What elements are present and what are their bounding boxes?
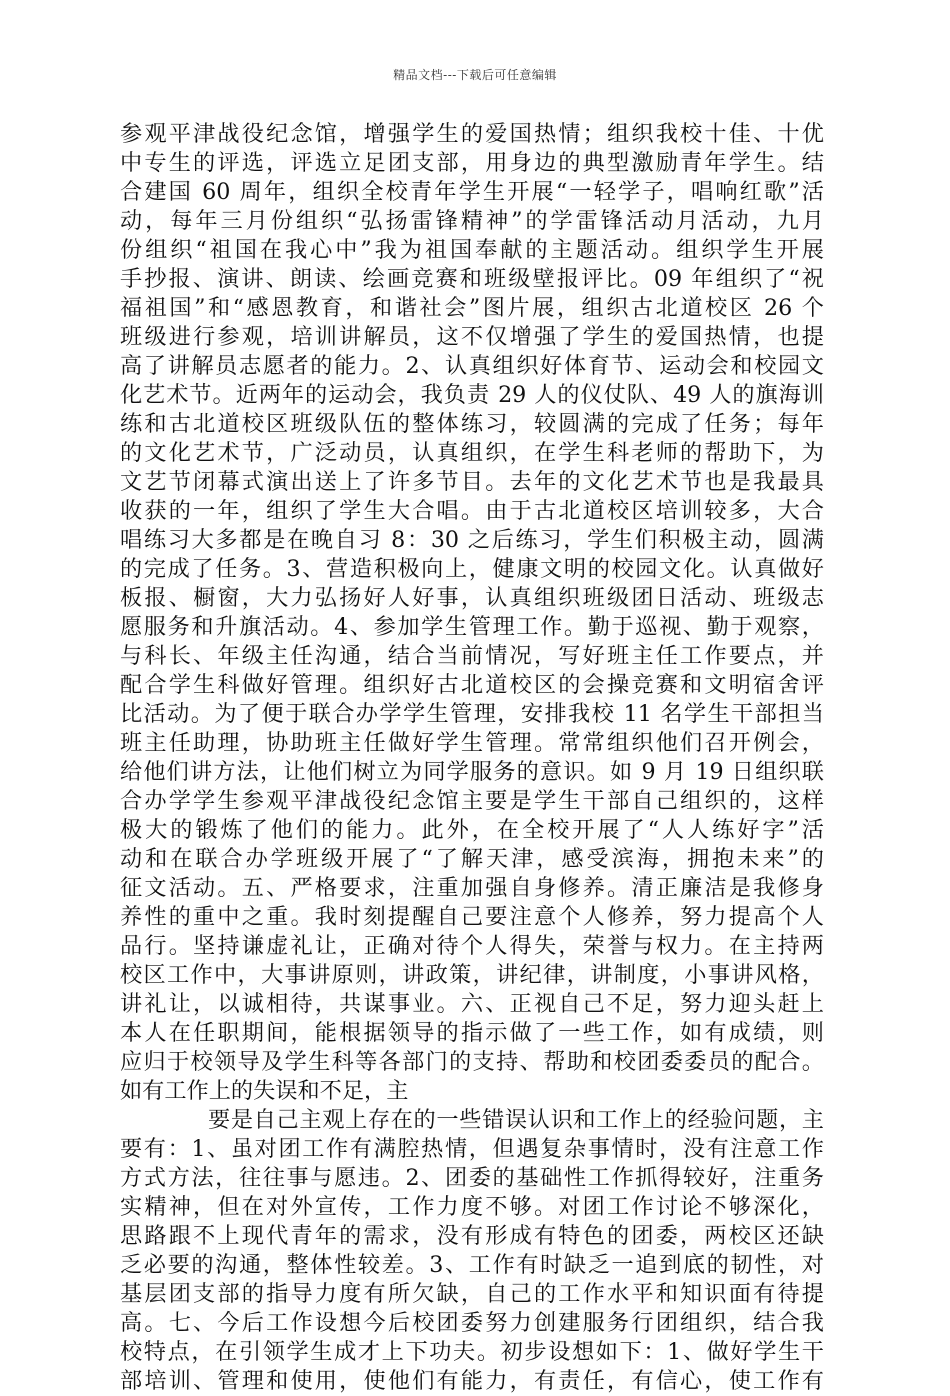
text-line: 的文化艺术节，广泛动员，认真组织，在学生科老师的帮助下，为 — [120, 440, 824, 466]
text-line: 愿服务和升旗活动。4、参加学生管理工作。勤于巡视、勤于观察， — [120, 614, 824, 640]
text-line: 品行。坚持谦虚礼让，正确对待个人得失，荣誉与权力。在主持两 — [120, 933, 824, 959]
text-line: 校特点，在引领学生成才上下功夫。初步设想如下：1、做好学生干 — [120, 1339, 824, 1365]
text-line: 极大的锻炼了他们的能力。此外，在全校开展了“人人练好字”活 — [120, 817, 824, 843]
text-line: 比活动。为了便于联合办学学生管理，安排我校 11 名学生干部担当 — [120, 701, 824, 727]
text-line: 动和在联合办学班级开展了“了解天津，感受滨海，拥抱未来”的 — [120, 846, 824, 872]
text-line: 给他们讲方法，让他们树立为同学服务的意识。如 9 月 19 日组织联 — [120, 759, 824, 785]
text-line: 方式方法，往往事与愿违。2、团委的基础性工作抓得较好，注重务 — [120, 1165, 824, 1191]
text-line: 要有：1、虽对团工作有满腔热情，但遇复杂事情时，没有注意工作 — [120, 1136, 824, 1162]
text-line: 唱练习大多都是在晚自习 8：30 之后练习，学生们积极主动，圆满 — [120, 527, 824, 553]
text-line: 养性的重中之重。我时刻提醒自己要注意个人修养，努力提高个人 — [120, 904, 824, 930]
page-header: 精品文档---下载后可任意编辑 — [393, 68, 557, 82]
text-line: 福祖国”和“感恩教育，和谐社会”图片展，组织古北道校区 26 个 — [120, 295, 824, 321]
text-line: 手抄报、演讲、朗读、绘画竞赛和班级壁报评比。09 年组织了“祝 — [120, 266, 824, 292]
text-line: 讲礼让，以诚相待，共谋事业。六、正视自己不足，努力迎头赶上 — [120, 991, 824, 1017]
text-line: 中专生的评选，评选立足团支部，用身边的典型激励青年学生。结 — [120, 150, 824, 176]
text-line: 征文活动。五、严格要求，注重加强自身修养。清正廉洁是我修身 — [120, 875, 824, 901]
paragraph-end-line: 如有工作上的失误和不足，主 — [120, 1078, 409, 1104]
text-line: 应归于校领导及学生科等各部门的支持、帮助和校团委委员的配合。 — [120, 1049, 824, 1075]
text-line: 本人在任职期间，能根据领导的指示做了一些工作，如有成绩，则 — [120, 1020, 824, 1046]
text-line: 乏必要的沟通，整体性较差。3、工作有时缺乏一追到底的韧性，对 — [120, 1252, 824, 1278]
text-line: 校区工作中，大事讲原则，讲政策，讲纪律，讲制度，小事讲风格， — [120, 962, 824, 988]
text-line: 思路跟不上现代青年的需求，没有形成有特色的团委，两校区还缺 — [120, 1223, 824, 1249]
text-line: 合建国 60 周年，组织全校青年学生开展“一轻学子，唱响红歌”活 — [120, 179, 824, 205]
text-line: 练和古北道校区班级队伍的整体练习，较圆满的完成了任务；每年 — [120, 411, 824, 437]
text-line: 文艺节闭幕式演出送上了许多节目。去年的文化艺术节也是我最具 — [120, 469, 824, 495]
text-line: 板报、橱窗，大力弘扬好人好事，认真组织班级团日活动、班级志 — [120, 585, 824, 611]
text-line: 的完成了任务。3、营造积极向上，健康文明的校园文化。认真做好 — [120, 556, 824, 582]
text-line: 基层团支部的指导力度有所欠缺，自己的工作水平和知识面有待提 — [120, 1281, 824, 1307]
text-line: 份组织“祖国在我心中”我为祖国奉献的主题活动。组织学生开展 — [120, 237, 824, 263]
text-line: 实精神，但在对外宣传，工作力度不够。对团工作讨论不够深化， — [120, 1194, 824, 1220]
paragraph-start-line: 要是自己主观上存在的一些错误认识和工作上的经验问题，主 — [208, 1107, 824, 1133]
text-line: 高了讲解员志愿者的能力。2、认真组织好体育节、运动会和校园文 — [120, 353, 824, 379]
text-line: 参观平津战役纪念馆，增强学生的爱国热情；组织我校十佳、十优 — [120, 121, 824, 147]
text-line: 化艺术节。近两年的运动会，我负责 29 人的仪仗队、49 人的旗海训 — [120, 382, 824, 408]
text-line: 部培训、管理和使用，使他们有能力，有责任，有信心，使工作有 — [120, 1368, 824, 1394]
text-line: 高。七、今后工作设想今后校团委努力创建服务行团组织，结合我 — [120, 1310, 824, 1336]
document-body — [120, 120, 824, 1396]
text-line: 动，每年三月份组织“弘扬雷锋精神”的学雷锋活动月活动，九月 — [120, 208, 824, 234]
text-line: 合办学学生参观平津战役纪念馆主要是学生干部自己组织的，这样 — [120, 788, 824, 814]
text-line: 班级进行参观，培训讲解员，这不仅增强了学生的爱国热情，也提 — [120, 324, 824, 350]
text-line: 收获的一年，组织了学生大合唱。由于古北道校区培训较多，大合 — [120, 498, 824, 524]
text-line: 配合学生科做好管理。组织好古北道校区的会操竞赛和文明宿舍评 — [120, 672, 824, 698]
text-line: 班主任助理，协助班主任做好学生管理。常常组织他们召开例会， — [120, 730, 824, 756]
text-line: 与科长、年级主任沟通，结合当前情况，写好班主任工作要点，并 — [120, 643, 824, 669]
